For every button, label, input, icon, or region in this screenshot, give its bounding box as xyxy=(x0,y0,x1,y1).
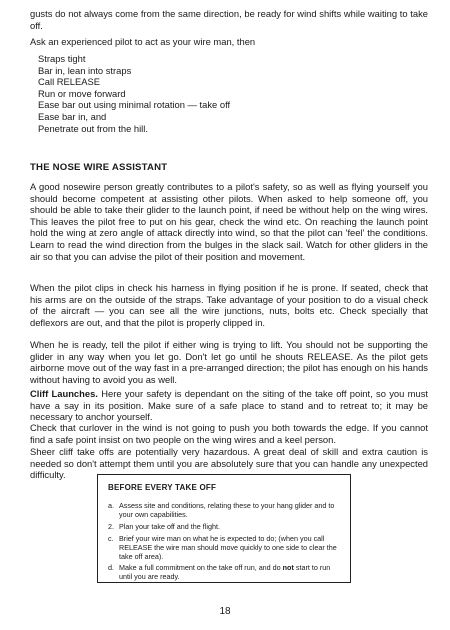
launch-step: Ease bar in, and xyxy=(38,110,107,122)
checklist-text: Make a full commitment on the take off run, and do not start to run until you are ready. xyxy=(119,563,331,581)
paragraph-pilot-clips-in: When the pilot clips in check his harness in flying position if he is prone. If seated, check that his arms are on the outside of the straps. Take advantage of your position to do a visual check of the aircraft — you can see all the wire junctions, nuts, bolts etc. Check specially that deflexors are out, and that the pilot is properly clipped in. xyxy=(30,282,428,328)
checklist-item xyxy=(108,501,342,519)
paragraph-cliff-launches xyxy=(30,388,428,423)
launch-steps-list xyxy=(38,53,230,134)
launch-step: Ease bar out using minimal rotation — take off xyxy=(38,99,231,111)
checklist-marker: c. xyxy=(108,534,114,543)
section-heading: THE NOSE WIRE ASSISTANT xyxy=(30,162,168,173)
checklist-text: Plan your take off and the flight. xyxy=(119,522,220,531)
paragraph-release: When he is ready, tell the pilot if either wing is trying to lift. You should not be supporting the glider in any way when you let go. Don't let go until he shouts RELEASE. As the pilot gets airborne move out of the way fast in a pre-arranged direction; the pilot has enough on his hands without having to avoid you as well. xyxy=(30,339,428,385)
launch-step: Straps tight xyxy=(38,53,86,64)
page-number: 18 xyxy=(219,606,231,617)
launch-step: Penetrate out from the hill. xyxy=(38,122,148,134)
box-title: BEFORE EVERY TAKE OFF xyxy=(108,483,217,492)
launch-step: Run or move forward xyxy=(38,87,126,99)
checklist-text: Brief your wire man on what he is expected to do; (when you call RELEASE the wire man should move quickly to one side to clear the take off area). xyxy=(119,534,337,561)
cliff-launches-text: Here your safety is dependant on the siting of the take off point, so you must have a say in its position. Make sure of a safe place to stand and to retreat to; it may be necessary to anchor yourself. xyxy=(30,388,428,423)
launch-step: Call RELEASE xyxy=(38,76,101,88)
paragraph-wind-shifts: gusts do not always come from the same direction, be ready for wind shifts while waiting to take off. xyxy=(30,8,428,31)
paragraph-nosewire-person: A good nosewire person greatly contributes to a pilot's safety, so as well as flying yourself you should become competent at assisting other pilots. When asked to help someone off, you should be able to take their glider to the launch point, if need be without help on the wing wires. This leaves the pilot free to put on his gear, check the wind etc. On reaching the launch point hold the wing at zero angle of attack directly into wind, so that the pilot can 'feel' the conditions. Learn to read the wind direction from the bulges in the slack sail. Watch for other gliders in the air so that you can advise the pilot of their position and movement. xyxy=(30,181,428,262)
paragraph-sheer-cliff: Sheer cliff take offs are potentially very hazardous. A great deal of skill and extra caution is needed so don't attempt them until you are absolutely sure that you can handle any unexpected difficulty. xyxy=(30,446,428,481)
launch-step: Bar in, lean into straps xyxy=(38,64,132,76)
checklist-item xyxy=(108,563,342,581)
paragraph-curlover: Check that curlover in the wind is not going to push you both towards the edge. If you cannot find a safe point insist on two people on the wing wires and a keel person. xyxy=(30,422,428,445)
before-take-off-box xyxy=(97,474,351,583)
checklist-marker: d. xyxy=(108,563,114,572)
checklist-item xyxy=(108,522,342,531)
paragraph-wire-man-intro: Ask an experienced pilot to act as your wire man, then xyxy=(30,36,256,47)
cliff-launches-lead: Cliff Launches. xyxy=(30,388,98,399)
checklist-marker: a. xyxy=(108,501,114,510)
checklist-marker: 2. xyxy=(108,522,114,531)
checklist-text: Assess site and conditions, relating these to your hang glider and to your own capabilities. xyxy=(119,501,335,519)
checklist-item xyxy=(108,534,342,561)
